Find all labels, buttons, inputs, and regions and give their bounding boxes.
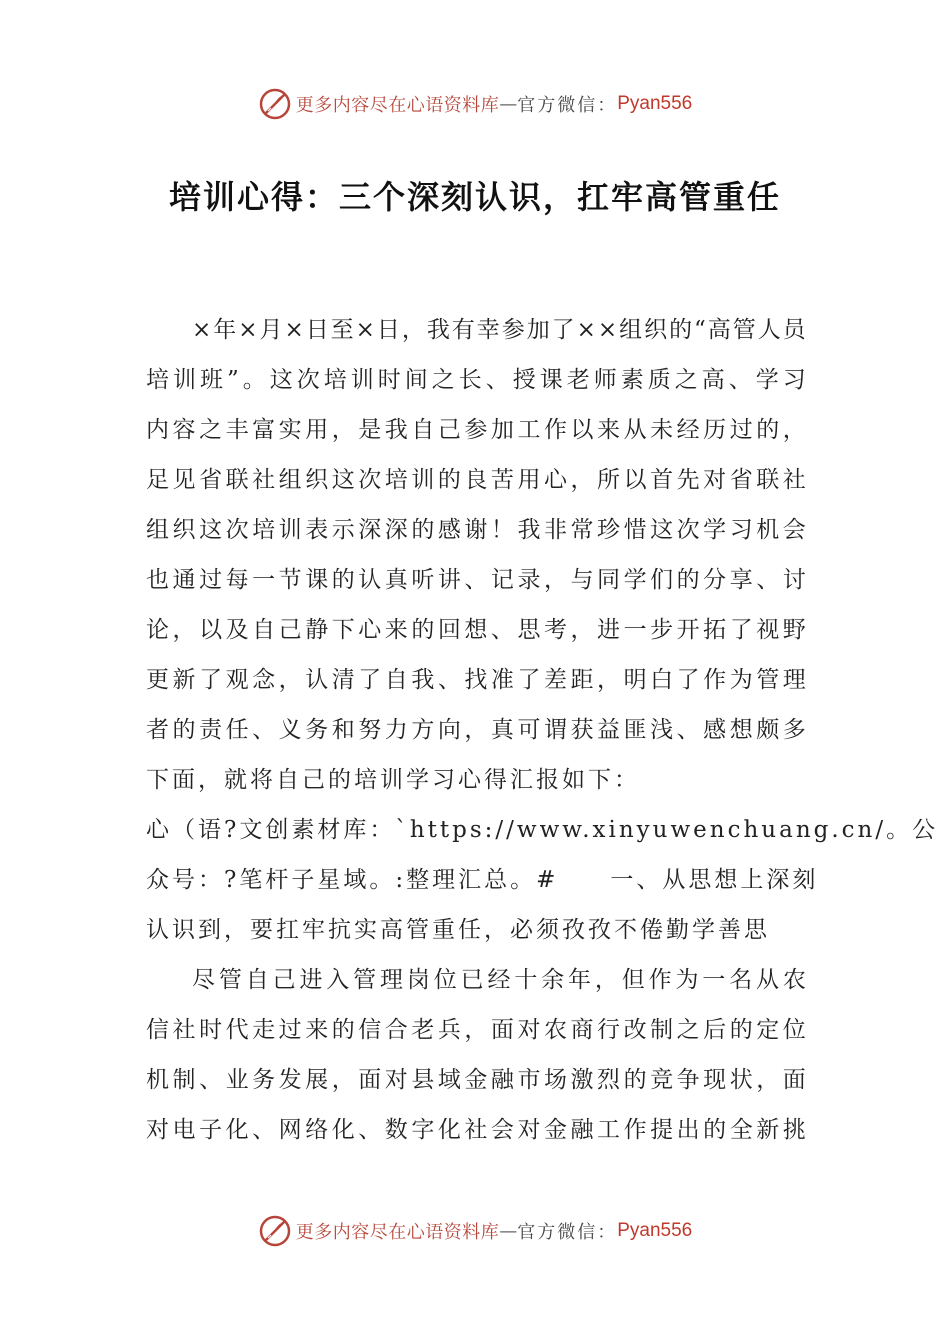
body-line: 机 制 、 业 务 发 展 ， 面 对 县 域 金 融 市 场 激 烈 的 竞 争 现 状 ， 面 <box>146 1067 806 1093</box>
document-body <box>146 305 939 1155</box>
header-banner <box>0 84 950 124</box>
quill-logo-icon <box>258 1214 292 1248</box>
banner-site-text: 更多内容尽在心语资料库 <box>295 95 500 116</box>
body-line: 组 织 这 次 培 训 表 示 深 深 的 感 谢 ！ 我 非 常 珍 惜 这 次 学 习 机 会 <box>146 517 806 543</box>
body-line: 尽 管 自 己 进 入 管 理 岗 位 已 经 十 余 年 ， 但 作 为 一 名 从 农 <box>192 967 806 993</box>
body-line: 下面，就将自己的培训学习心得汇报如下： <box>146 767 640 793</box>
body-line: 更 新 了 观 念 ， 认 清 了 自 我 、 找 准 了 差 距 ， 明 白 了 作 为 管 理 <box>146 667 806 693</box>
banner-wechat-id: Pyan556 <box>617 1220 693 1241</box>
banner-wechat-label: 官方微信： <box>517 95 618 116</box>
banner-site-text: 更多内容尽在心语资料库 <box>295 1222 500 1243</box>
body-line-source: 心（语?文创素材库：`https://www.xinyuwenchuang.cn/。公 <box>146 817 939 843</box>
body-line: 信 社 时 代 走 过 来 的 信 合 老 兵 ， 面 对 农 商 行 改 制 之 后 的 定 位 <box>146 1017 806 1043</box>
body-line: × 年 × 月 × 日 至 × 日 ， 我 有 幸 参 加 了 × × 组 织 的 “ 高 管 人 员 <box>192 317 806 343</box>
body-line: 内 容 之 丰 富 实 用 ， 是 我 自 己 参 加 工 作 以 来 从 未 经 历 过 的 ， <box>146 417 806 443</box>
footer-banner <box>0 1211 950 1251</box>
quill-logo-icon <box>258 87 292 121</box>
body-line-heading: 众号：?笔杆子星域。:整理汇总。# 一、从思想上深刻 <box>146 867 819 893</box>
body-line: 培 训 班 ” 。 这 次 培 训 时 间 之 长 、 授 课 老 师 素 质 之 高 、 学 习 <box>146 367 806 393</box>
banner-wechat-label: 官方微信： <box>517 1222 618 1243</box>
body-line: 论 ， 以 及 自 己 静 下 心 来 的 回 想 、 思 考 ， 进 一 步 开 拓 了 视 野 <box>146 617 806 643</box>
banner-separator: — <box>499 1220 518 1242</box>
body-line: 对 电 子 化 、 网 络 化 、 数 字 化 社 会 对 金 融 工 作 提 出 的 全 新 挑 <box>146 1117 806 1143</box>
banner-separator: — <box>499 93 518 115</box>
body-line-heading: 认识到，要扛牢抗实高管重任，必须孜孜不倦勤学善思 <box>146 917 770 943</box>
document-title: 培训心得：三个深刻认识，扛牢高管重任 <box>168 178 781 216</box>
banner-wechat-id: Pyan556 <box>617 93 693 114</box>
body-line: 足 见 省 联 社 组 织 这 次 培 训 的 良 苦 用 心 ， 所 以 首 先 对 省 联 社 <box>146 467 806 493</box>
body-line: 也 通 过 每 一 节 课 的 认 真 听 讲 、 记 录 ， 与 同 学 们 的 分 享 、 讨 <box>146 567 806 593</box>
body-line: 者 的 责 任 、 义 务 和 努 力 方 向 ， 真 可 谓 获 益 匪 浅 、 感 想 颇 多 <box>146 717 806 743</box>
